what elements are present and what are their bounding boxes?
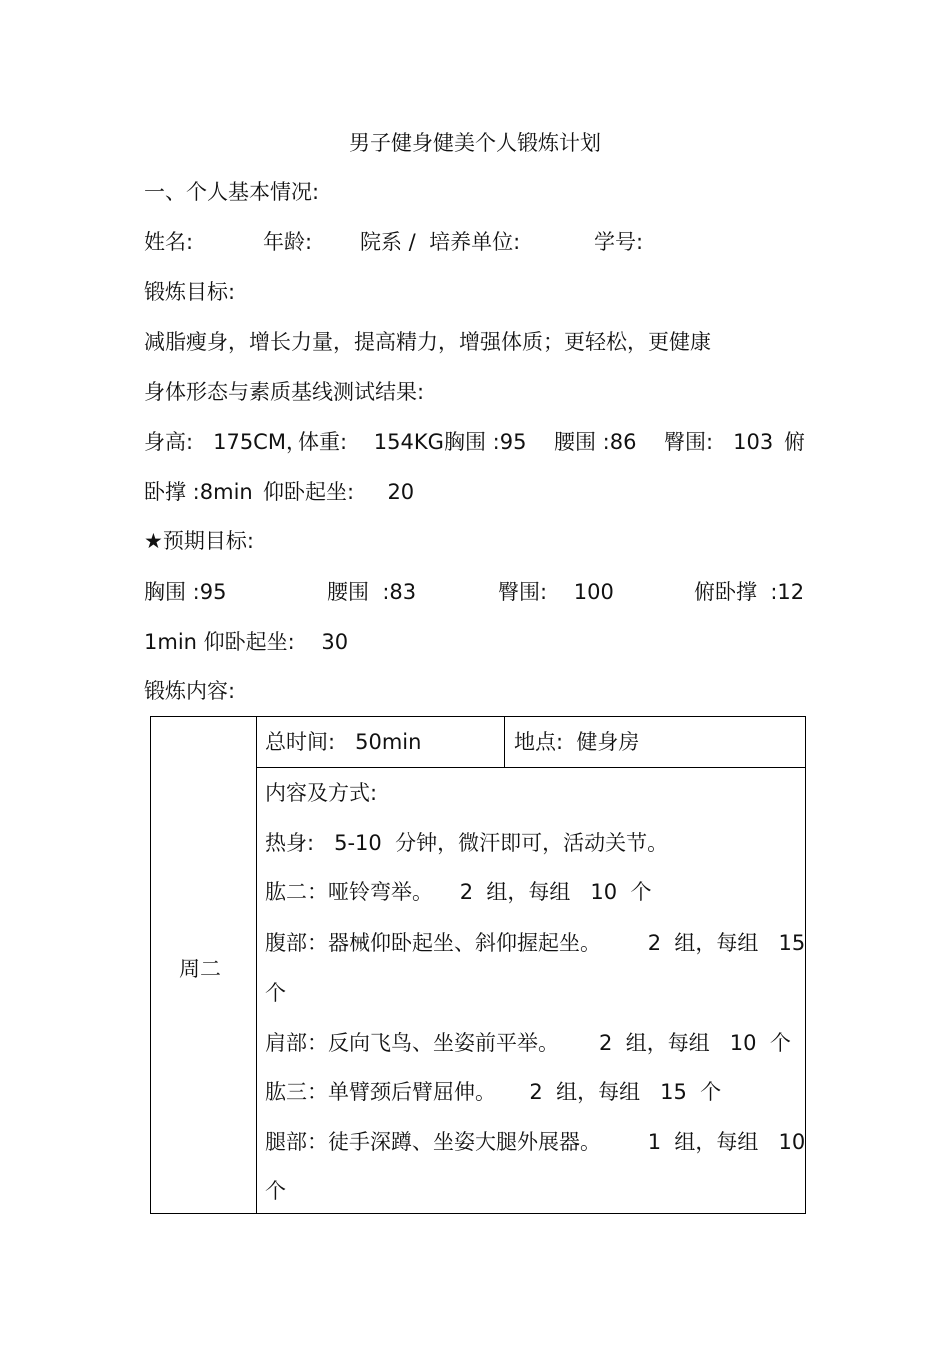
field-student-id-label: 学号: (594, 230, 644, 254)
expected-chest: 胸围 :95 (144, 580, 227, 604)
goal-text: 减脂瘦身，增长力量，提高精力，增强体质；更轻松，更健康 (144, 330, 711, 354)
baseline-chest: 胸围 :95 (444, 430, 527, 454)
table-divider-header (504, 717, 505, 767)
field-dept-label: 院系 / 培养单位: (360, 230, 521, 254)
baseline-situp: 仰卧起坐: 20 (263, 480, 415, 504)
baseline-hip: 臀围: 103 (664, 430, 774, 454)
expected-waist: 腰围 :83 (327, 580, 417, 604)
section-heading-basic-info: 一、个人基本情况: (144, 180, 320, 204)
baseline-pushup: 卧撑 :8min (144, 480, 253, 504)
table-item-shoulders: 肩部：反向飞鸟、坐姿前平举。 2 组，每组 10 个 (265, 1031, 791, 1055)
table-day-cell: 周二 (179, 957, 221, 981)
table-total-time: 总时间: 50min (265, 730, 422, 754)
table-item-legs-cont: 个 (265, 1179, 286, 1203)
table-item-warmup: 热身: 5-10 分钟，微汗即可，活动关节。 (265, 831, 669, 855)
content-heading: 锻炼内容: (144, 679, 236, 703)
table-divider-horizontal (256, 767, 805, 768)
expected-situp: 1min 仰卧起坐: 30 (144, 630, 349, 654)
field-age-label: 年龄: (263, 230, 313, 254)
training-table (150, 716, 806, 1214)
baseline-waist: 腰围 :86 (554, 430, 637, 454)
baseline-weight: 体重: 154KG (298, 430, 444, 454)
goal-heading: 锻炼目标: (144, 280, 236, 304)
expected-heading: ★预期目标: (144, 529, 254, 553)
document-title: 男子健身健美个人锻炼计划 (349, 131, 601, 155)
baseline-height: 身高: 175CM， (144, 430, 307, 454)
table-location: 地点: 健身房 (514, 730, 640, 754)
expected-pushup: 俯卧撑 :12 (694, 580, 805, 604)
table-item-biceps: 肱二：哑铃弯举。 2 组，每组 10 个 (265, 880, 652, 904)
table-item-legs: 腿部：徒手深蹲、坐姿大腿外展器。 1 组，每组 10 (265, 1130, 806, 1154)
table-item-triceps: 肱三：单臂颈后臂屈伸。 2 组，每组 15 个 (265, 1080, 722, 1104)
baseline-heading: 身体形态与素质基线测试结果: (144, 380, 425, 404)
table-divider-vertical (256, 717, 257, 1213)
expected-hip: 臀围: 100 (498, 580, 614, 604)
table-item-abs: 腹部：器械仰卧起坐、斜仰握起坐。 2 组，每组 15 (265, 931, 806, 955)
field-name-label: 姓名: (144, 230, 194, 254)
table-item-abs-cont: 个 (265, 981, 286, 1005)
baseline-pushup-start: 俯 (784, 430, 805, 454)
table-content-label: 内容及方式: (265, 781, 378, 805)
